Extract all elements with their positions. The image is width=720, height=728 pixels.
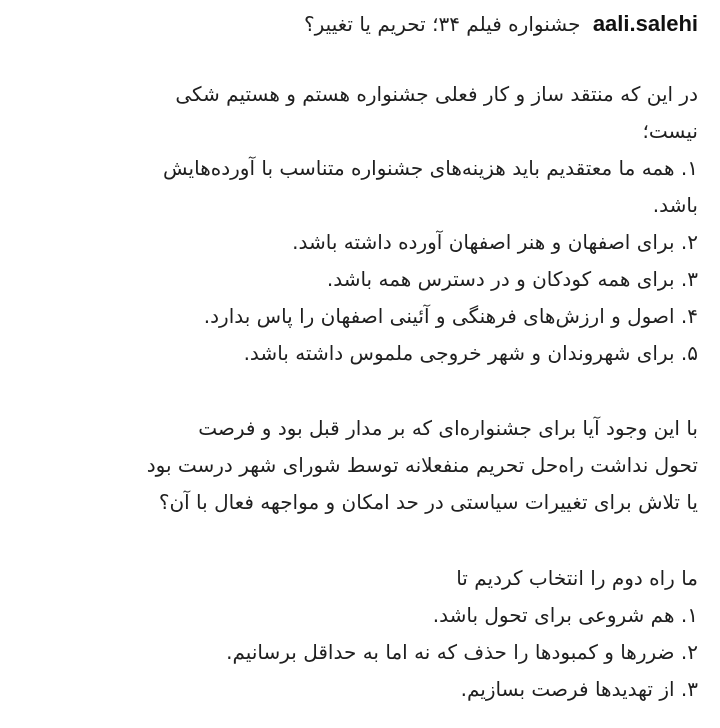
text-line: ۲. برای اصفهان و هنر اصفهان آورده داشته باشد. [292, 230, 698, 254]
username-link[interactable]: aali.salehi [592, 11, 698, 36]
paragraph-intro [22, 76, 698, 372]
text-line: یا تلاش برای تغییرات سیاستی در حد امکان و مواجهه فعال با آن؟ [158, 490, 698, 514]
text-line: با این وجود آیا برای جشنواره‌ای که بر مدار قبل بود و فرصت [198, 416, 698, 440]
post-header [22, 6, 698, 42]
text-line: باشد. [652, 193, 698, 217]
paragraph-conclusion [22, 560, 698, 708]
text-line: ۱. همه ما معتقدیم باید هزینه‌های جشنواره متناسب با آورده‌هایش [163, 156, 698, 180]
text-line: ۵. برای شهروندان و شهر خروجی ملموس داشته باشد. [243, 341, 698, 365]
text-line: در این که منتقد ساز و کار فعلی جشنواره هستم و هستیم شکی [175, 82, 698, 106]
text-line: ۳. برای همه کودکان و در دسترس همه باشد. [326, 267, 698, 291]
text-line: ما راه دوم را انتخاب کردیم تا [456, 566, 698, 590]
text-line: ۴. اصول و ارزش‌های فرهنگی و آئینی اصفهان را پاس بدارد. [203, 304, 698, 328]
text-line: ۳. از تهدیدها فرصت بسازیم. [460, 677, 698, 701]
post-title: جشنواره فیلم ۳۴؛ تحریم یا تغییر؟ [304, 12, 581, 36]
text-line: ۱. هم شروعی برای تحول باشد. [432, 603, 698, 627]
paragraph-question [22, 410, 698, 521]
text-line: نیست؛ [642, 119, 698, 143]
text-line: تحول نداشت راه‌حل تحریم منفعلانه توسط شورای شهر درست بود [146, 453, 698, 477]
text-line: ۲. ضررها و کمبودها را حذف که نه اما به حداقل برسانیم. [226, 640, 698, 664]
